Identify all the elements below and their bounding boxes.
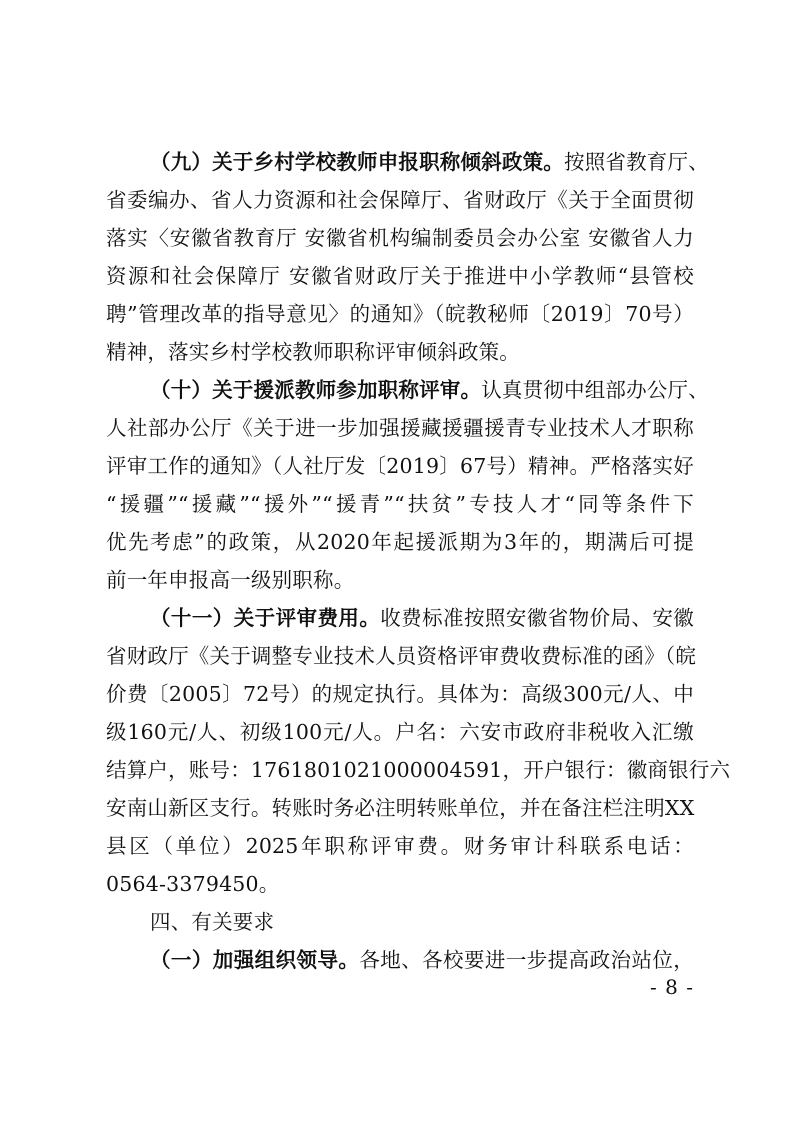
paragraph-11-line-3: 价费〔2005〕72号）的规定执行。具体为：高级300元/人、中 <box>106 682 694 706</box>
paragraph-11-line-5: 结算户，账号：1761801021000004591，开户银行：徽商银行六 <box>106 758 731 782</box>
paragraph-10-line-5: 优先考虑”的政策，从2020年起援派期为3年的，期满后可提 <box>106 530 694 554</box>
section-4-paragraph-1-line-1 <box>150 943 694 977</box>
paragraph-9-line-6: 精神，落实乡村学校教师职称评审倾斜政策。 <box>106 340 520 364</box>
page-number: - 8 - <box>650 975 694 999</box>
section-4-paragraph-1-heading: （一）加强组织领导。 <box>150 948 360 972</box>
paragraph-11-line-6: 安南山新区支行。转账时务必注明转账单位，并在备注栏注明XX <box>106 796 695 820</box>
paragraph-10-text: 认真贯彻中组部办公厅、 <box>481 378 709 402</box>
paragraph-9-line-4: 资源和社会保障厅 安徽省财政厅关于推进中小学教师“县管校 <box>106 264 694 288</box>
paragraph-9-heading: （九）关于乡村学校教师申报职称倾斜政策。 <box>150 150 564 174</box>
paragraph-10-line-3: 评审工作的通知》（人社厅发〔2019〕67号）精神。严格落实好 <box>106 454 694 478</box>
paragraph-10-line-6: 前一年申报高一级别职称。 <box>106 568 355 592</box>
paragraph-9-text: 按照省教育厅、 <box>564 150 709 174</box>
paragraph-11-line-1 <box>150 601 694 635</box>
paragraph-9-line-3: 落实〈安徽省教育厅 安徽省机构编制委员会办公室 安徽省人力 <box>106 226 694 250</box>
section-4-paragraph-1-text: 各地、各校要进一步提高政治站位， <box>359 948 695 972</box>
paragraph-11-line-8: 0564-3379450。 <box>106 872 280 896</box>
paragraph-10-line-2: 人社部办公厅《关于进一步加强援藏援疆援青专业技术人才职称 <box>106 416 694 440</box>
paragraph-11-heading: （十一）关于评审费用。 <box>150 606 381 630</box>
paragraph-9-line-1 <box>150 145 709 179</box>
paragraph-10-line-4: “援疆”“援藏”“援外”“援青”“扶贫”专技人才“同等条件下 <box>106 492 694 516</box>
paragraph-10-heading: （十）关于援派教师参加职称评审。 <box>150 378 482 402</box>
paragraph-11-text: 收费标准按照安徽省物价局、安徽 <box>380 606 694 630</box>
paragraph-10-line-1 <box>150 373 709 407</box>
section-4-heading: 四、有关要求 <box>150 910 275 934</box>
paragraph-11-line-2: 省财政厅《关于调整专业技术人员资格评审费收费标准的函》（皖 <box>106 644 697 668</box>
paragraph-11-line-7: 县区（单位）2025年职称评审费。财务审计科联系电话： <box>106 834 694 858</box>
paragraph-9-line-2: 省委编办、省人力资源和社会保障厅、省财政厅《关于全面贯彻 <box>106 188 694 212</box>
paragraph-9-line-5: 聘”管理改革的指导意见〉的通知》（皖教秘师〔2019〕70号） <box>106 302 694 326</box>
paragraph-11-line-4: 级160元/人、初级100元/人。户名：六安市政府非税收入汇缴 <box>106 720 694 744</box>
